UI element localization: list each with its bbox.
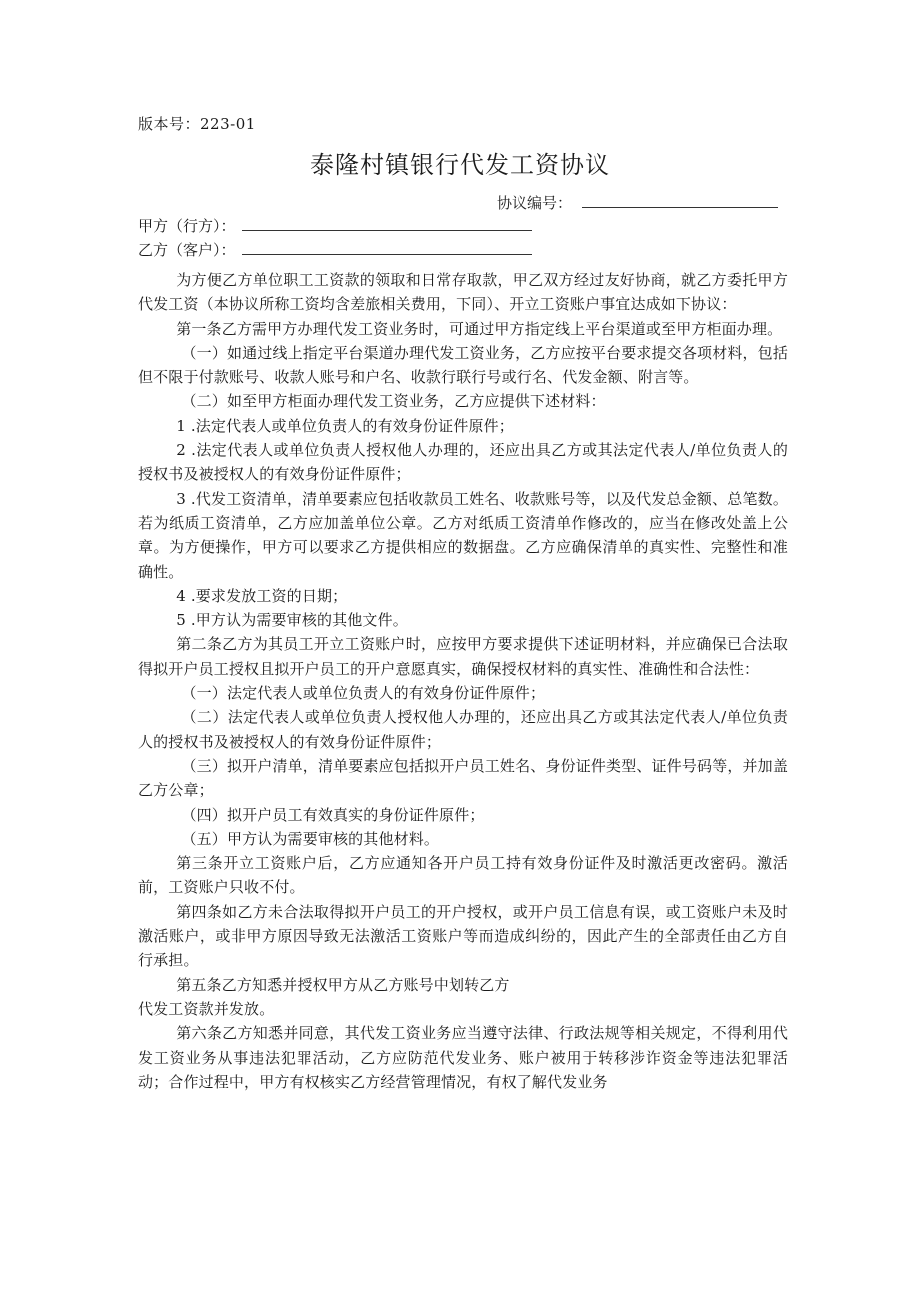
- version-number: 版本号：223-01: [138, 115, 256, 133]
- agreement-number-label: 协议编号：: [497, 194, 573, 212]
- party-a-label: 甲方（行方）：: [138, 217, 236, 235]
- paragraph-article-5-continued: 代发工资款并发放。: [138, 999, 275, 1018]
- paragraph-article-5: 第五条乙方知悉并授权甲方从乙方账号中划转乙方: [176, 975, 510, 994]
- paragraph-article-2-item-1: （一）法定代表人或单位负责人的有效身份证件原件；: [181, 684, 546, 703]
- paragraph-article-4: 第四条如乙方未合法取得拟开户员工的开户授权，或开户员工信息有误，或工资账户未及时激活账户，或非甲方原因导致无法激活工资账户等而造成纠纷的，因此产生的全部责任由乙方自行承担。: [138, 902, 788, 970]
- paragraph-article-2-item-2: （二）法定代表人或单位负责人授权他人办理的，还应出具乙方或其法定代表人/单位负责人的授权书及被授权人的有效身份证件原件；: [138, 708, 788, 751]
- paragraph-article-3: 第三条开立工资账户后，乙方应通知各开户员工持有效身份证件及时激活更改密码。激活前，工资账户只收不付。: [138, 854, 788, 897]
- paragraph-material-4: 4 .要求发放工资的日期；: [176, 586, 348, 605]
- paragraph-preamble: 为方便乙方单位职工工资款的领取和日常存取款，甲乙双方经过友好协商，就乙方委托甲方代发工资（本协议所称工资均含差旅相关费用，下同）、开立工资账户事宜达成如下协议：: [138, 271, 788, 314]
- paragraph-article-1-item-2: （二）如至甲方柜面办理代发工资业务，乙方应提供下述材料：: [181, 392, 606, 411]
- paragraph-article-2: 第二条乙方为其员工开立工资账户时，应按甲方要求提供下述证明材料，并应确保已合法取得拟开户员工授权且拟开户员工的开户意愿真实，确保授权材料的真实性、准确性和合法性：: [138, 635, 788, 678]
- paragraph-material-3: 3 .代发工资清单，清单要素应包括收款员工姓名、收款账号等，以及代发总金额、总笔数。若为纸质工资清单，乙方应加盖单位公章。乙方对纸质工资清单作修改的，应当在修改处盖上公章。为方便操作，甲方可以要求乙方提供相应的数据盘。乙方应确保清单的真实性、完整性和准确性。: [138, 489, 788, 581]
- party-a-blank: [242, 218, 532, 231]
- paragraph-article-2-item-5: （五）甲方认为需要审核的其他材料。: [181, 829, 440, 848]
- paragraph-article-1: 第一条乙方需甲方办理代发工资业务时，可通过甲方指定线上平台渠道或至甲方柜面办理。: [176, 319, 783, 338]
- party-b-label: 乙方（客户）：: [138, 241, 236, 259]
- paragraph-article-1-item-1: （一）如通过线上指定平台渠道办理代发工资业务，乙方应按平台要求提交各项材料，包括但不限于付款账号、收款人账号和户名、收款行联行号或行名、代发金额、附言等。: [138, 343, 788, 387]
- agreement-body: [138, 268, 788, 1094]
- document-title: 泰隆村镇银行代发工资协议: [310, 151, 610, 179]
- agreement-number-blank: [582, 193, 778, 208]
- paragraph-material-2: 2 .法定代表人或单位负责人授权他人办理的，还应出具乙方或其法定代表人/单位负责人的授权书及被授权人的有效身份证件原件；: [138, 441, 788, 484]
- paragraph-article-2-item-3: （三）拟开户清单，清单要素应包括拟开户员工姓名、身份证件类型、证件号码等，并加盖乙方公章；: [138, 756, 788, 800]
- paragraph-material-5: 5 .甲方认为需要审核的其他文件。: [176, 611, 408, 630]
- party-b-blank: [242, 242, 532, 255]
- paragraph-article-6: 第六条乙方知悉并同意，其代发工资业务应当遵守法律、行政法规等相关规定，不得利用代发工资业务从事违法犯罪活动，乙方应防范代发业务、账户被用于转移涉诈资金等违法犯罪活动；合作过程中，甲方有权核实乙方经营管理情况，有权了解代发业务: [138, 1024, 788, 1091]
- paragraph-material-1: 1 .法定代表人或单位负责人的有效身份证件原件；: [176, 416, 514, 435]
- party-a-row: [138, 215, 532, 236]
- party-b-row: [138, 239, 532, 260]
- agreement-number-row: [497, 192, 778, 213]
- paragraph-article-2-item-4: （四）拟开户员工有效真实的身份证件原件；: [181, 805, 485, 824]
